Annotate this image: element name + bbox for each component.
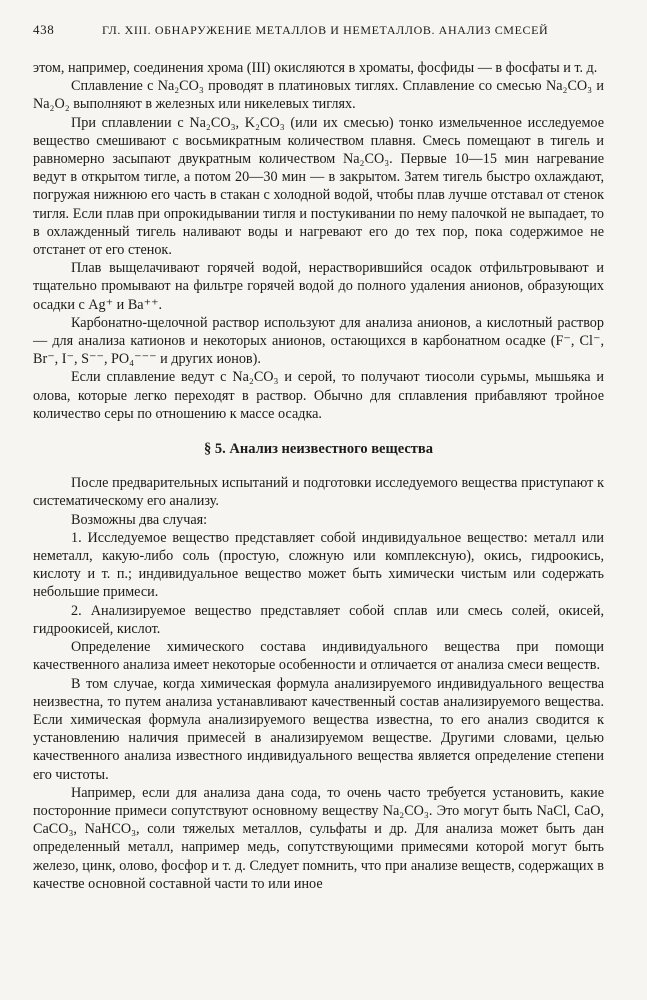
paragraph: Например, если для анализа дана сода, то очень часто требуется установить, какие посторонние примеси сопутствуют основному веществу Na₂CO₃. Это могут быть NaCl, CaO, CaCO₃, NaHCO₃, соли тяжелых металлов, сульфаты и др. Для анализа может быть дан определенный металл, например медь, сопутствующими примесями которой могут быть железо, цинк, олово, фосфор и т. д. Следует помнить, что при анализе веществ, содержащих в качестве основной составной части то или иное <box>33 784 604 892</box>
page-number: 438 <box>33 22 55 37</box>
paragraph: В том случае, когда химическая формула анализируемого индивидуального вещества неизвестна, то путем анализа устанавливают качественный состав анализируемого вещества. Если химическая формула анализируемого вещества известна, то его анализ сводится к установлению наличия примесей в анализируемом веществе. Другими словами, целью качественного анализа известного индивидуального вещества является определение степени его чистоты. <box>33 675 604 783</box>
paragraph: При сплавлении с Na₂CO₃, K₂CO₃ (или их смесью) тонко измельченное исследуемое вещество смешивают с восьмикратным количеством плавня. Смесь помещают в тигель и равномерно засыпают двукратным количеством Na₂CO₃. Первые 10—15 мин нагревание ведут в открытом тигле, а потом 20—30 мин — в закрытом. Затем тигель быстро охлаждают, погружая нижнюю его часть в стакан с холодной водой, чтобы плав лучше отставал от стенок тигля. Если плав при опрокидывании тигля и постукивании по нему палочкой не выпадает, то в охлажденный тигель наливают воды и нагревают его до тех пор, пока содержимое не отстанет от его стенок. <box>33 114 604 259</box>
page-body <box>33 59 604 893</box>
chapter-title: ГЛ. XIII. ОБНАРУЖЕНИЕ МЕТАЛЛОВ И НЕМЕТАЛЛОВ. АНАЛИЗ СМЕСЕЙ <box>102 23 549 37</box>
paragraph: Определение химического состава индивидуального вещества при помощи качественного анализа имеет некоторые особенности и отличается от анализа смеси веществ. <box>33 639 604 674</box>
paragraph: 1. Исследуемое вещество представляет собой индивидуальное вещество: металл или неметалл, какую-либо соль (простую, сложную или комплексную), окись, гидроокись, кислоту и т. п.; индивидуальное вещество может быть химически чистым или содержать небольшие примеси. <box>33 529 604 601</box>
paragraph: Возможны два случая: <box>71 511 208 528</box>
paragraph: Сплавление с Na₂CO₃ проводят в платиновых тиглях. Сплавление со смесью Na₂CO₃ и Na₂O₂ выполняют в железных или никелевых тиглях. <box>33 78 604 113</box>
paragraph: После предварительных испытаний и подготовки исследуемого вещества приступают к систематическому его анализу. <box>33 475 604 510</box>
paragraph: Плав выщелачивают горячей водой, нерастворившийся осадок отфильтровывают и тщательно промывают на фильтре горячей водой до полного удаления анионов, образующих осадки с Ag⁺ и Ba⁺⁺. <box>33 260 604 313</box>
section-heading: § 5. Анализ неизвестного вещества <box>204 441 433 458</box>
paragraph: Карбонатно-щелочной раствор используют для анализа анионов, а кислотный раствор — для анализа катионов и некоторых анионов, остающихся в карбонатном осадке (F⁻, Cl⁻, Br⁻, I⁻, S⁻⁻, PO₄⁻⁻⁻ и других ионов). <box>33 314 604 368</box>
paragraph: 2. Анализируемое вещество представляет собой сплав или смесь солей, окисей, гидроокисей, кислот. <box>33 602 604 637</box>
paragraph: этом, например, соединения хрома (III) окисляются в хроматы, фосфиды — в фосфаты и т. д. <box>33 60 598 76</box>
paragraph: Если сплавление ведут с Na₂CO₃ и серой, то получают тиосоли сурьмы, мышьяка и олова, которые легко переходят в раствор. Обычно для сплавления прибавляют тройное количество серы по отношению к массе осадка. <box>33 369 604 422</box>
running-head <box>33 22 613 40</box>
